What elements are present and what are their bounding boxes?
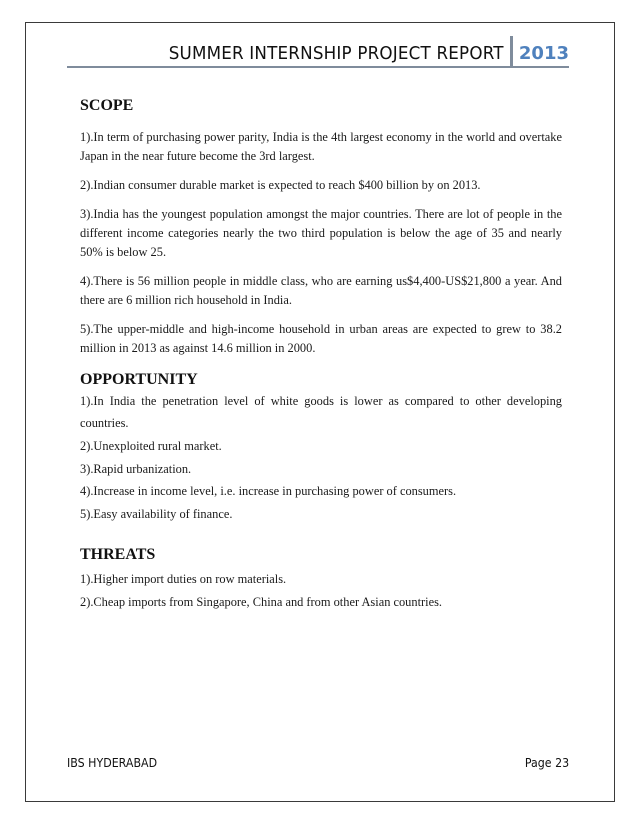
scope-item: 2).Indian consumer durable market is expected to reach $400 billion by on 2013. bbox=[80, 178, 481, 192]
opportunity-item: 2).Unexploited rural market. bbox=[80, 439, 222, 453]
footer-organization: IBS HYDERABAD bbox=[67, 756, 158, 770]
threat-item: 2).Cheap imports from Singapore, China and from other Asian countries. bbox=[80, 594, 443, 609]
page-header bbox=[67, 34, 569, 68]
threat-item: 1).Higher import duties on row materials. bbox=[80, 572, 287, 586]
opportunity-list bbox=[80, 390, 562, 524]
opportunity-item: 5).Easy availability of finance. bbox=[80, 506, 233, 521]
scope-list bbox=[80, 128, 562, 358]
page-number: Page 23 bbox=[524, 756, 569, 770]
scope-item: 5).The upper-middle and high-income household in urban areas are expected to grew to 38.2 million in 2013 as against 14.6 million in 2000. bbox=[80, 322, 562, 355]
threats-heading: THREATS bbox=[80, 546, 156, 563]
threats-list bbox=[80, 569, 562, 612]
scope-item: 1).In term of purchasing power parity, India is the 4th largest economy in the world and overtake Japan in the near future become the 3rd largest. bbox=[80, 130, 562, 163]
opportunity-heading: OPPORTUNITY bbox=[80, 371, 198, 388]
scope-item: 3).India has the youngest population amongst the major countries. There are lot of people in the different income categories nearly the two third population is below the age of 35 and nearly 50% is below 25. bbox=[80, 207, 562, 259]
opportunity-item: 4).Increase in income level, i.e. increase in purchasing power of consumers. bbox=[80, 484, 457, 498]
header-year: 2013 bbox=[518, 43, 569, 64]
opportunity-item: 1).In India the penetration level of white goods is lower as compared to other developing countries. bbox=[80, 394, 562, 430]
page-footer bbox=[67, 756, 569, 770]
scope-heading: SCOPE bbox=[80, 97, 134, 114]
page-content bbox=[80, 96, 562, 612]
scope-item: 4).There is 56 million people in middle class, who are earning us$4,400-US$21,800 a year. And there are 6 million rich household in India. bbox=[80, 274, 562, 307]
header-title: SUMMER INTERNSHIP PROJECT REPORT bbox=[168, 43, 504, 64]
opportunity-item: 3).Rapid urbanization. bbox=[80, 461, 192, 476]
